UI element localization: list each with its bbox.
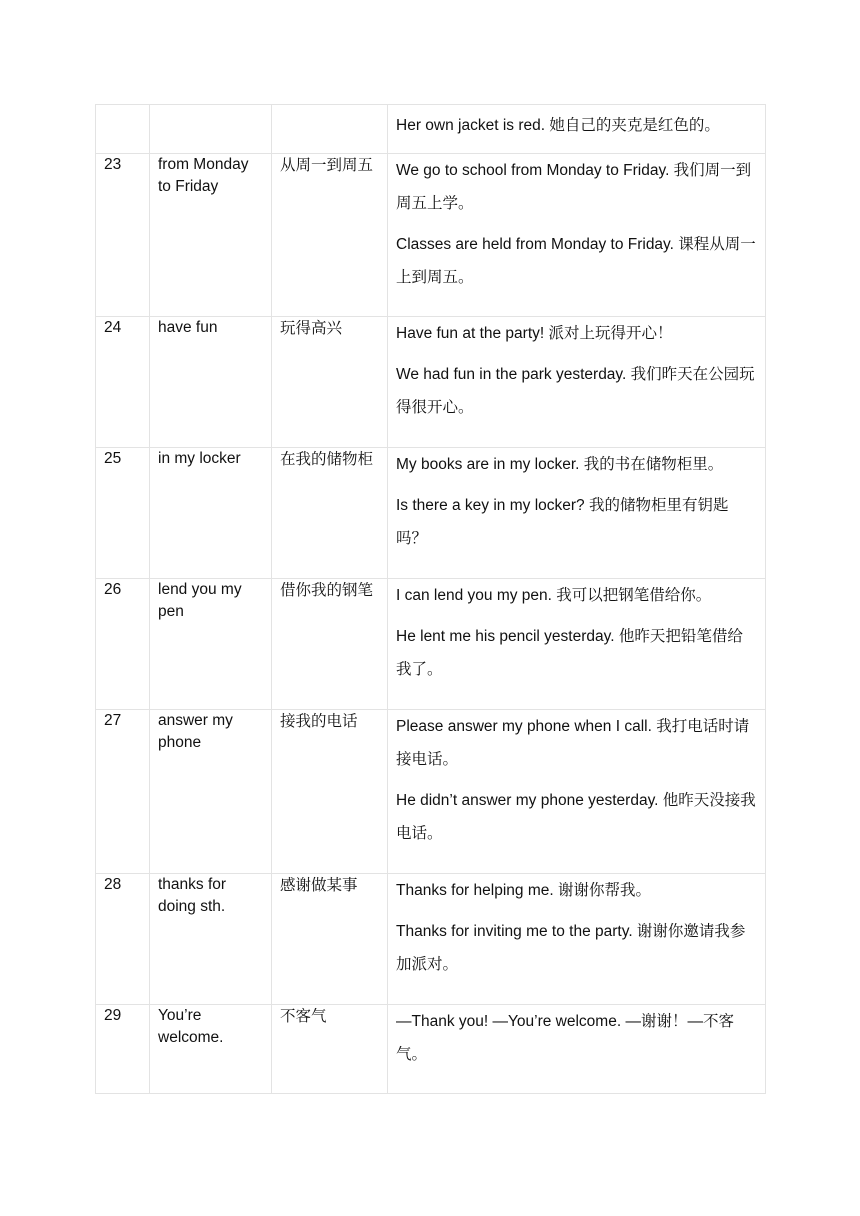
example-sentence: —Thank you! —You’re welcome. —谢谢！—不客气。 (396, 1013, 734, 1063)
table-row (96, 448, 766, 579)
english-phrase: lend you my pen (150, 579, 272, 710)
example-sentence: He lent me his pencil yesterday. 他昨天把铅笔借给我了。 (396, 628, 743, 678)
chinese-meaning: 借你我的钢笔 (272, 579, 388, 710)
row-number: 29 (96, 1005, 150, 1094)
english-phrase: You’re welcome. (150, 1005, 272, 1094)
example-sentence: Classes are held from Monday to Friday. 课程从周一上到周五。 (396, 236, 756, 286)
example-sentences (388, 1005, 766, 1094)
english-phrase (150, 105, 272, 154)
row-number: 27 (96, 710, 150, 874)
example-sentence: Her own jacket is red. 她自己的夹克是红色的。 (396, 117, 720, 134)
example-sentences (388, 448, 766, 579)
example-sentences (388, 710, 766, 874)
english-phrase: answer my phone (150, 710, 272, 874)
row-number: 23 (96, 154, 150, 317)
table-row (96, 105, 766, 154)
vocabulary-table (95, 104, 766, 1094)
example-sentences (388, 874, 766, 1005)
example-sentences (388, 105, 766, 154)
chinese-meaning (272, 105, 388, 154)
example-sentence: Is there a key in my locker? 我的储物柜里有钥匙吗？ (396, 497, 729, 547)
example-sentence: Thanks for inviting me to the party. 谢谢你邀请我参加派对。 (396, 923, 746, 973)
example-sentences (388, 579, 766, 710)
example-sentence: We go to school from Monday to Friday. 我们周一到周五上学。 (396, 162, 752, 212)
table-row (96, 317, 766, 448)
row-number: 25 (96, 448, 150, 579)
chinese-meaning: 在我的储物柜 (272, 448, 388, 579)
row-number: 26 (96, 579, 150, 710)
english-phrase: thanks for doing sth. (150, 874, 272, 1005)
table-row (96, 1005, 766, 1094)
example-sentence: Thanks for helping me. 谢谢你帮我。 (396, 882, 651, 899)
table-row (96, 874, 766, 1005)
english-phrase: have fun (150, 317, 272, 448)
chinese-meaning: 不客气 (272, 1005, 388, 1094)
example-sentence: Have fun at the party! 派对上玩得开心！ (396, 325, 673, 342)
row-number: 24 (96, 317, 150, 448)
example-sentences (388, 317, 766, 448)
english-phrase: from Monday to Friday (150, 154, 272, 317)
chinese-meaning: 从周一到周五 (272, 154, 388, 317)
chinese-meaning: 接我的电话 (272, 710, 388, 874)
example-sentence: My books are in my locker. 我的书在储物柜里。 (396, 456, 724, 473)
example-sentence: I can lend you my pen. 我可以把钢笔借给你。 (396, 587, 712, 604)
example-sentence: He didn’t answer my phone yesterday. 他昨天没接我电话。 (396, 792, 756, 842)
chinese-meaning: 感谢做某事 (272, 874, 388, 1005)
table-row (96, 710, 766, 874)
english-phrase: in my locker (150, 448, 272, 579)
example-sentences (388, 154, 766, 317)
chinese-meaning: 玩得高兴 (272, 317, 388, 448)
table-row (96, 154, 766, 317)
row-number (96, 105, 150, 154)
table-row (96, 579, 766, 710)
example-sentence: Please answer my phone when I call. 我打电话时请接电话。 (396, 718, 750, 768)
row-number: 28 (96, 874, 150, 1005)
example-sentence: We had fun in the park yesterday. 我们昨天在公园玩得很开心。 (396, 366, 755, 416)
